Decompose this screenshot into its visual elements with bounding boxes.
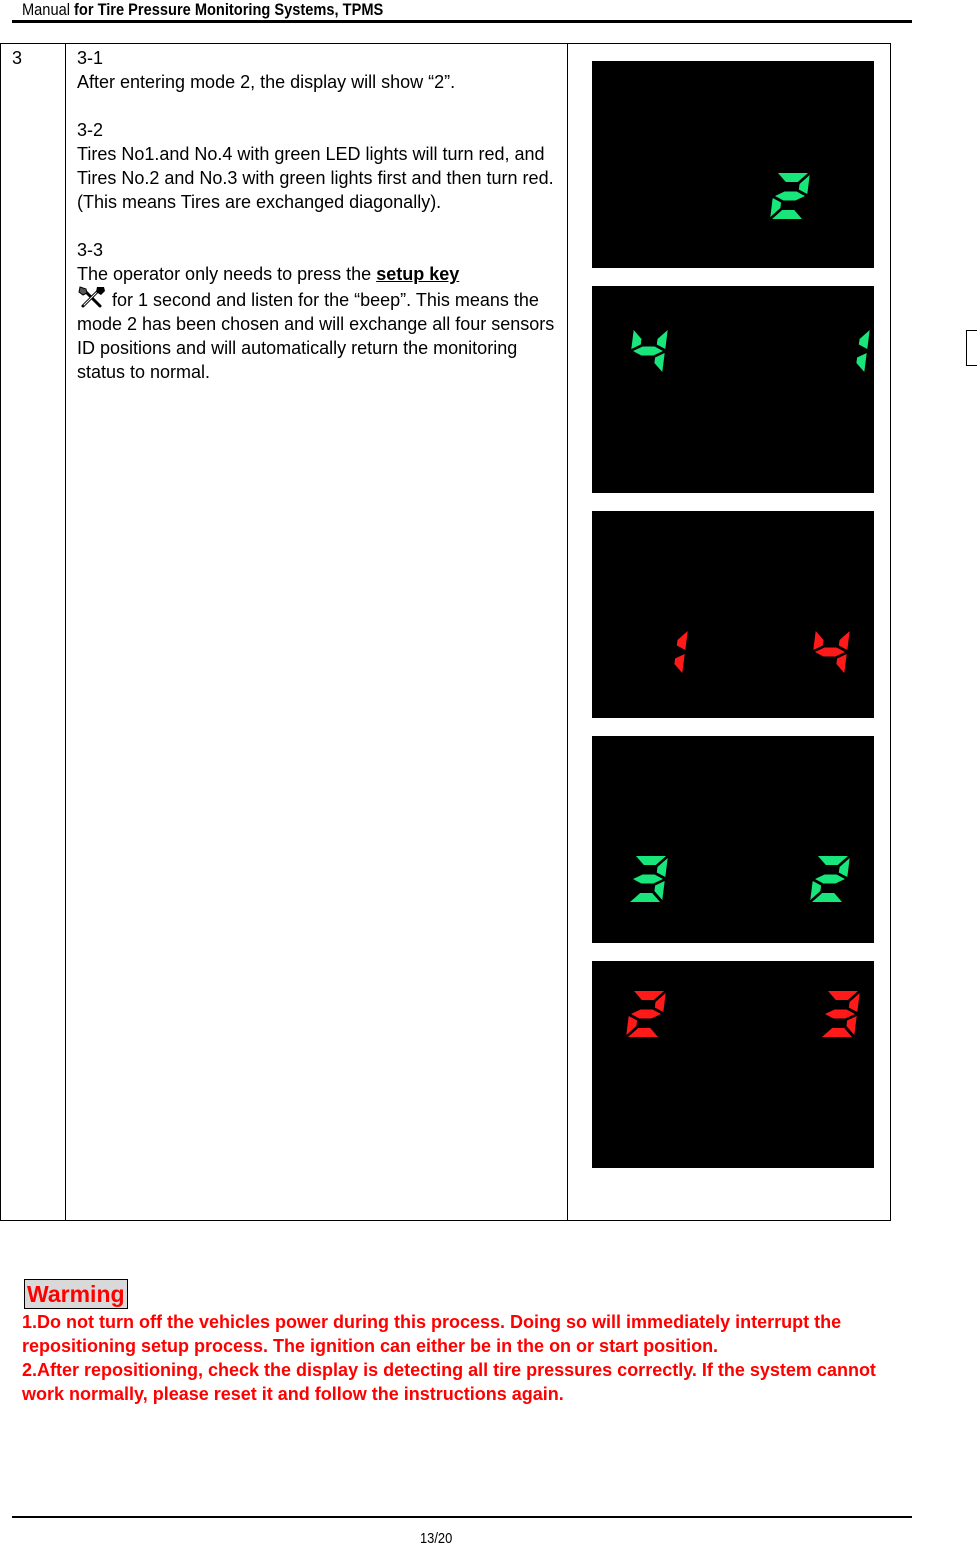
led-display-graphic: [592, 961, 874, 1168]
led-segment: [822, 1028, 852, 1037]
led-segment: [633, 347, 663, 356]
led-display-graphic: [592, 511, 874, 718]
led-display-panel: [592, 286, 874, 493]
led-display-panel: [592, 736, 874, 943]
led-segment: [815, 648, 845, 657]
led-digit-bottom-right: [813, 631, 849, 673]
led-digit-top-right: [856, 330, 869, 372]
substep-3-3-text-before: The operator only needs to press the: [77, 264, 377, 284]
led-segment: [856, 353, 866, 372]
display-images-cell: [568, 44, 891, 1221]
led-digit-top-right: [822, 991, 860, 1037]
substep-3-2-label: 3-2: [77, 120, 104, 140]
substep-3-1-label: 3-1: [77, 48, 104, 68]
led-segment: [775, 192, 805, 201]
margin-marker: [966, 330, 977, 366]
step-table: [0, 43, 891, 1221]
document-header: [22, 0, 383, 22]
header-title: for Tire Pressure Monitoring Systems, TPMS: [74, 0, 384, 19]
led-segment: [825, 1010, 855, 1019]
led-segment: [657, 330, 668, 349]
led-segment: [839, 631, 850, 650]
led-display-panel: [592, 61, 874, 268]
led-segment: [677, 631, 688, 650]
led-digit-bottom-left: [674, 631, 687, 673]
led-digit-top-left: [631, 330, 667, 372]
substep-3-2: [77, 118, 567, 214]
warning-body: [22, 1310, 922, 1406]
led-segment: [631, 1010, 661, 1019]
substep-3-3: [77, 238, 567, 384]
led-segment: [674, 654, 684, 673]
led-segment: [654, 881, 664, 900]
step-text-cell: [66, 44, 568, 1221]
led-segment: [846, 1016, 856, 1035]
led-segment: [813, 631, 823, 650]
step-row: [1, 44, 891, 1221]
led-segment: [633, 875, 663, 884]
footer-rule: [12, 1516, 912, 1518]
tools-icon: [77, 286, 107, 310]
warning-title: Warming: [24, 1279, 128, 1309]
led-display-graphic: [592, 736, 874, 943]
header-prefix: Manual: [22, 0, 75, 19]
led-digit-top-left: [626, 991, 665, 1037]
led-display-graphic: [592, 61, 874, 268]
warning-line-2: 2.After repositioning, check the display is detecting all tire pressures correctly. If the system cannot work normally, please reset it and follow the instructions again.: [22, 1360, 876, 1404]
warning-line-1: 1.Do not turn off the vehicles power during this process. Doing so will immediately interrupt the repositioning setup process. The ignition can either be in the on or start position.: [22, 1312, 842, 1356]
substep-3-2-text: Tires No1.and No.4 with green LED lights will turn red, and Tires No.2 and No.3 with green lights first and then turn red. (This means Tires are exchanged diagonally).: [77, 144, 554, 212]
led-segment: [631, 330, 641, 349]
led-segment: [859, 330, 870, 349]
led-display-panel: [592, 961, 874, 1168]
substep-3-1: [77, 46, 567, 94]
step-number-cell: [1, 44, 66, 1221]
led-digit-bottom-right: [810, 856, 849, 902]
substep-3-1-text: After entering mode 2, the display will show “2”.: [77, 72, 456, 92]
substep-3-3-text-after: for 1 second and listen for the “beep”. This means the mode 2 has been chosen and will exchange all four sensors ID positions and will automatically return the monitoring status to normal.: [77, 290, 555, 382]
step-number: 3: [12, 48, 23, 68]
led-segment: [654, 353, 664, 372]
led-digit-bottom-left: [630, 856, 668, 902]
header-rule: [12, 20, 912, 23]
led-segment: [836, 654, 846, 673]
led-digit-bottom-right: [770, 173, 809, 219]
led-display-graphic: [592, 286, 874, 493]
led-segment: [815, 875, 845, 884]
page-number: 13/20: [420, 1530, 453, 1547]
led-display-panel: [592, 511, 874, 718]
setup-key-label: setup key: [376, 264, 460, 284]
led-segment: [630, 893, 660, 902]
substep-3-3-label: 3-3: [77, 240, 104, 260]
